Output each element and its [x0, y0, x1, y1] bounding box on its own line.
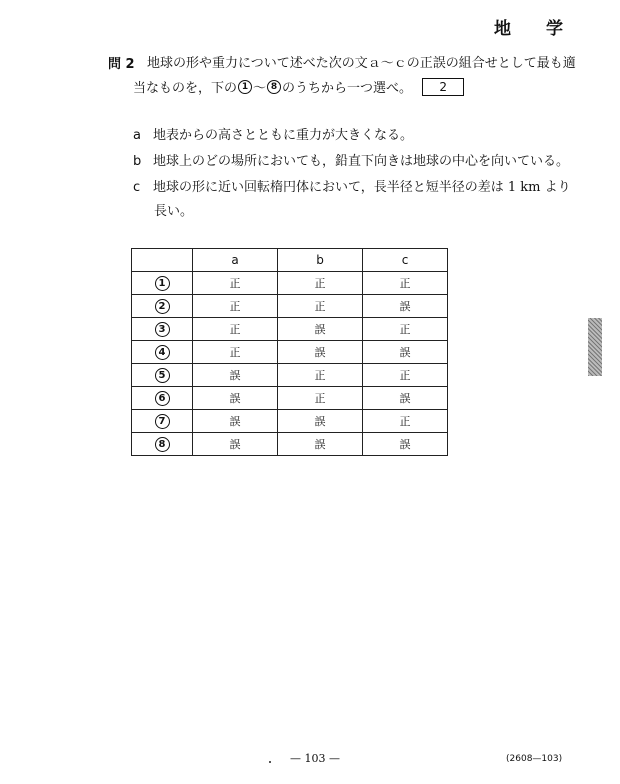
- statement-c-continued: 長い。: [154, 204, 194, 219]
- table-cell: 正: [363, 318, 448, 341]
- table-cell: 正: [193, 272, 278, 295]
- table-cell: 正: [278, 295, 363, 318]
- table-row: [132, 433, 448, 456]
- choice-number-icon: 6: [155, 391, 170, 406]
- question-text-post: のうちから一つ選べ。: [282, 81, 413, 96]
- row-label: [132, 295, 193, 318]
- statement-label: c: [133, 180, 141, 195]
- table-row: [132, 364, 448, 387]
- answer-number-box: 2: [422, 78, 464, 96]
- table-cell: 正: [363, 364, 448, 387]
- table-cell: 誤: [363, 341, 448, 364]
- row-label: [132, 433, 193, 456]
- page-mark: [269, 761, 271, 763]
- table-cell: 正: [193, 318, 278, 341]
- row-label: [132, 410, 193, 433]
- table-row: [132, 341, 448, 364]
- statement-label: b: [133, 154, 142, 169]
- section-index-tab: [588, 318, 602, 376]
- table-header-row: [132, 249, 448, 272]
- statement-text: 地球の形に近い回転楕円体において，長半径と短半径の差は 1 km より: [153, 180, 571, 195]
- table-cell: 誤: [363, 387, 448, 410]
- table-cell: 誤: [193, 410, 278, 433]
- column-header-c: c: [363, 249, 448, 272]
- statement-a: [133, 124, 413, 143]
- table-row: [132, 318, 448, 341]
- statement-text: 地球上のどの場所においても，鉛直下向きは地球の中心を向いている。: [153, 154, 570, 169]
- answer-options-table: [131, 248, 448, 456]
- question-text-pre: 当なものを，下の: [133, 81, 238, 96]
- table-cell: 誤: [363, 295, 448, 318]
- choice-number-icon: 1: [155, 276, 170, 291]
- column-header-a: a: [193, 249, 278, 272]
- statement-label: a: [133, 128, 141, 143]
- table-corner: [132, 249, 193, 272]
- table-row: [132, 272, 448, 295]
- column-header-b: b: [278, 249, 363, 272]
- choice-number-icon: 8: [155, 437, 170, 452]
- row-label: [132, 341, 193, 364]
- table-cell: 誤: [363, 433, 448, 456]
- subject-title: 地 学: [494, 19, 572, 39]
- table-cell: 誤: [278, 433, 363, 456]
- page-number: — 103 —: [290, 752, 340, 765]
- table-cell: 誤: [278, 410, 363, 433]
- row-label: [132, 272, 193, 295]
- table-cell: 誤: [193, 364, 278, 387]
- row-label: [132, 387, 193, 410]
- table-cell: 正: [193, 295, 278, 318]
- statement-c: [133, 176, 571, 195]
- statement-text: 地表からの高さとともに重力が大きくなる。: [153, 128, 414, 143]
- choice-number-icon: 2: [155, 299, 170, 314]
- range-tilde: ～: [253, 81, 267, 96]
- question-number: [108, 54, 143, 76]
- table-row: [132, 295, 448, 318]
- table-cell: 正: [363, 272, 448, 295]
- choice-number-icon: 4: [155, 345, 170, 360]
- table-cell: 正: [193, 341, 278, 364]
- row-label: [132, 318, 193, 341]
- table-cell: 正: [278, 272, 363, 295]
- choice-number-icon: 7: [155, 414, 170, 429]
- statement-b: [133, 150, 569, 169]
- table-row: [132, 410, 448, 433]
- table-cell: 正: [363, 410, 448, 433]
- row-label: [132, 364, 193, 387]
- table-cell: 誤: [193, 433, 278, 456]
- question-text-line2: [133, 77, 464, 96]
- document-code: (2608—103): [506, 754, 563, 764]
- table-row: [132, 387, 448, 410]
- choice-number-icon: 3: [155, 322, 170, 337]
- table-cell: 正: [278, 364, 363, 387]
- table-cell: 誤: [278, 341, 363, 364]
- table-cell: 誤: [193, 387, 278, 410]
- table-cell: 誤: [278, 318, 363, 341]
- choice-range-end: 8: [267, 80, 281, 94]
- question-number-label: 問 2: [108, 57, 135, 72]
- choice-range-start: 1: [238, 80, 252, 94]
- table-cell: 正: [278, 387, 363, 410]
- question-text-line1: 地球の形や重力について述べた次の文ａ～ｃの正誤の組合せとして最も適: [147, 56, 576, 71]
- choice-number-icon: 5: [155, 368, 170, 383]
